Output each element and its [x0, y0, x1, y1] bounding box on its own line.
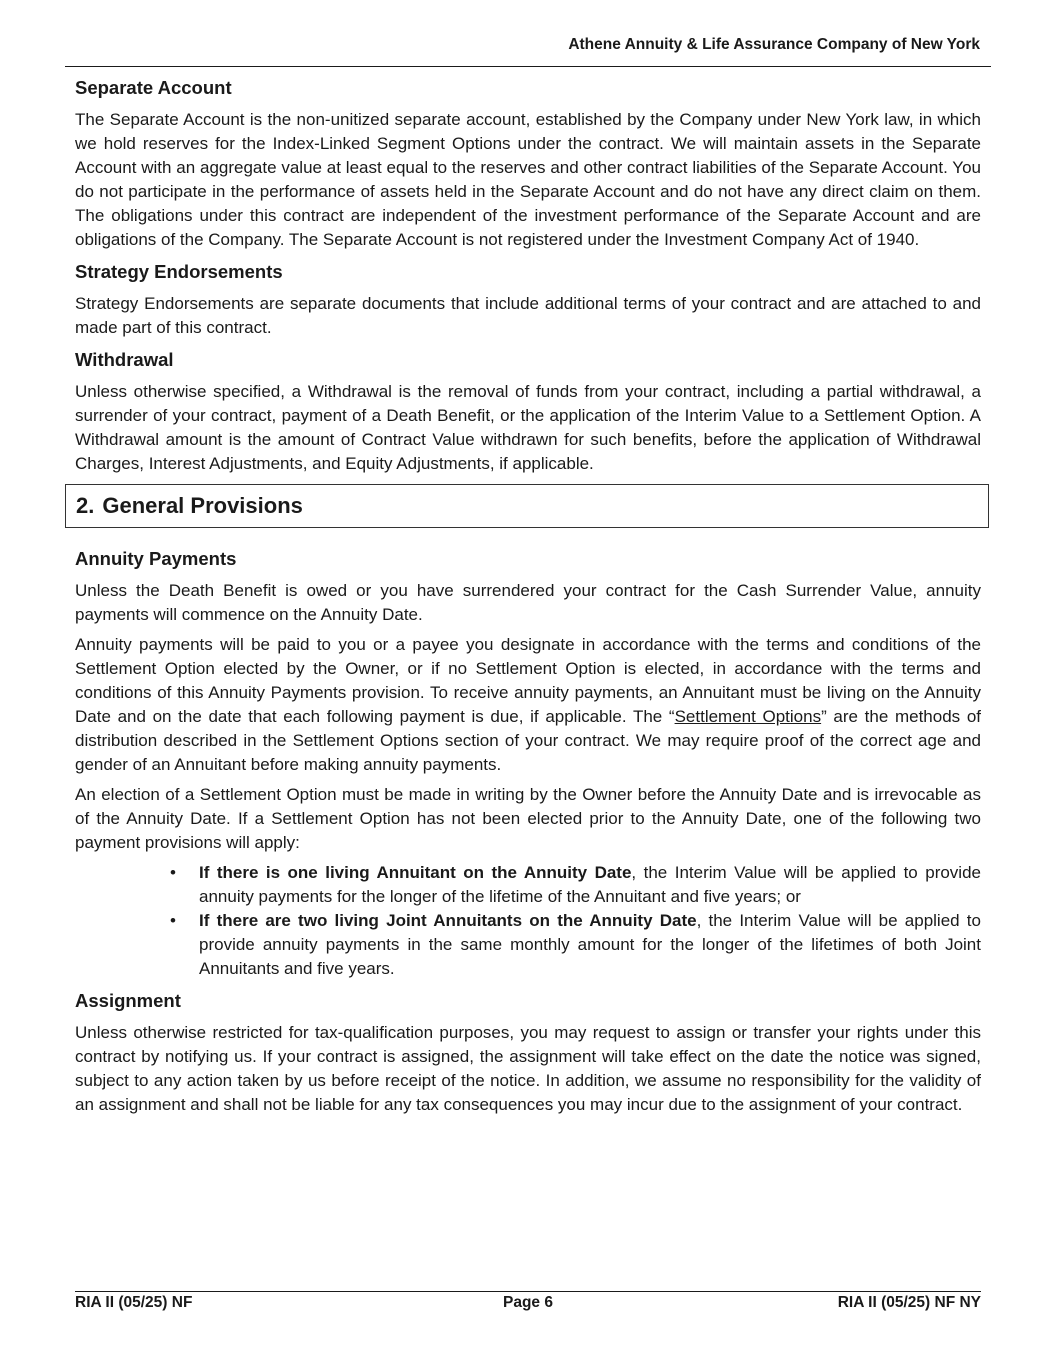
settlement-options-term: Settlement Options: [674, 707, 822, 726]
paragraph-strategy-endorsements: Strategy Endorsements are separate documents that include additional terms of your contract and are attached to and made part of this contract.: [75, 294, 981, 337]
para2-text-after: ” are the methods of distribution described in the Settlement Options section of your contract. We may require proof of the correct age and gender of an Annuitant before making annuity payments.: [75, 707, 982, 774]
document-body: [75, 74, 981, 1123]
page-footer: [75, 1294, 981, 1314]
list-item-bold: If there is one living Annuitant on the Annuity Date: [199, 863, 632, 882]
list-item-text: , the Interim Value will be applied to provide annuity payments for the longer of the lifetime of the Annuitant and five years; or: [199, 863, 981, 906]
header-company-name: Athene Annuity & Life Assurance Company of New York: [568, 36, 980, 53]
payment-provisions-list: [75, 861, 981, 981]
list-item: [170, 861, 981, 909]
footer-page-number: Page 6: [503, 1294, 553, 1311]
heading-withdrawal: Withdrawal: [75, 349, 174, 370]
paragraph-annuity-payments-3: An election of a Settlement Option must be made in writing by the Owner before the Annuity Date and is irrevocable as of the Annuity Date. If a Settlement Option has not been elected prior to the Annuity Date, one of the following two payment provisions will apply:: [75, 785, 981, 852]
paragraph-annuity-payments-2: [75, 633, 981, 777]
banner-title: [66, 493, 303, 519]
footer-form-number: RIA II (05/25) NF: [75, 1294, 193, 1311]
header-divider: [65, 66, 991, 67]
heading-strategy-endorsements: Strategy Endorsements: [75, 261, 283, 282]
list-item-text: , the Interim Value will be applied to provide annuity payments in the same monthly amount for the longer of the lifetimes of both Joint Annuitants and five years.: [199, 911, 981, 978]
banner-text: General Provisions: [102, 493, 303, 518]
list-item: [170, 909, 981, 981]
list-item-bold: If there are two living Joint Annuitants on the Annuity Date: [199, 911, 697, 930]
heading-separate-account: Separate Account: [75, 77, 232, 98]
paragraph-withdrawal: Unless otherwise specified, a Withdrawal is the removal of funds from your contract, including a partial withdrawal, a surrender of your contract, payment of a Death Benefit, or the application of the Interim Value to a Settlement Option. A Withdrawal amount is the amount of Contract Value withdrawn for such benefits, before the application of Withdrawal Charges, Interest Adjustments, and Equity Adjustments, if applicable.: [75, 382, 981, 473]
paragraph-assignment: Unless otherwise restricted for tax-qualification purposes, you may request to assign or transfer your rights under this contract by notifying us. If your contract is assigned, the assignment will take effect on the date the notice was signed, subject to any action taken by us before receipt of the notice. In addition, we assume no responsibility for the validity of an assignment and shall not be liable for any tax consequences you may incur due to the assignment of your contract.: [75, 1023, 981, 1114]
paragraph-annuity-payments-1: Unless the Death Benefit is owed or you have surrendered your contract for the Cash Surrender Value, annuity payments will commence on the Annuity Date.: [75, 581, 981, 624]
footer-divider: [75, 1291, 981, 1292]
section-banner-general-provisions: [65, 484, 989, 528]
heading-annuity-payments: Annuity Payments: [75, 548, 237, 569]
bullet-icon: •: [170, 911, 176, 930]
para2-text-before: Annuity payments will be paid to you or a payee you designate in accordance with the terms and conditions of the Settlement Option elected by the Owner, or if no Settlement Option is elected, in accordance with the terms and conditions of this Annuity Payments provision. To receive annuity payments, an Annuitant must be living on the Annuity Date and on the date that each following payment is due, if applicable. The “: [75, 635, 981, 726]
banner-number: 2.: [76, 493, 95, 518]
paragraph-separate-account: The Separate Account is the non-unitized separate account, established by the Company under New York law, in which we hold reserves for the Index-Linked Segment Options under the contract. We will maintain assets in the Separate Account with an aggregate value at least equal to the reserves and other contract liabilities of the Separate Account. You do not participate in the performance of assets held in the Separate Account and do not have any direct claim on them. The obligations under this contract are independent of the investment performance of the Separate Account and are obligations of the Company. The Separate Account is not registered under the Investment Company Act of 1940.: [75, 110, 981, 249]
footer-form-number-ny: RIA II (05/25) NF NY: [837, 1294, 981, 1311]
heading-assignment: Assignment: [75, 990, 181, 1011]
bullet-icon: •: [170, 863, 176, 882]
